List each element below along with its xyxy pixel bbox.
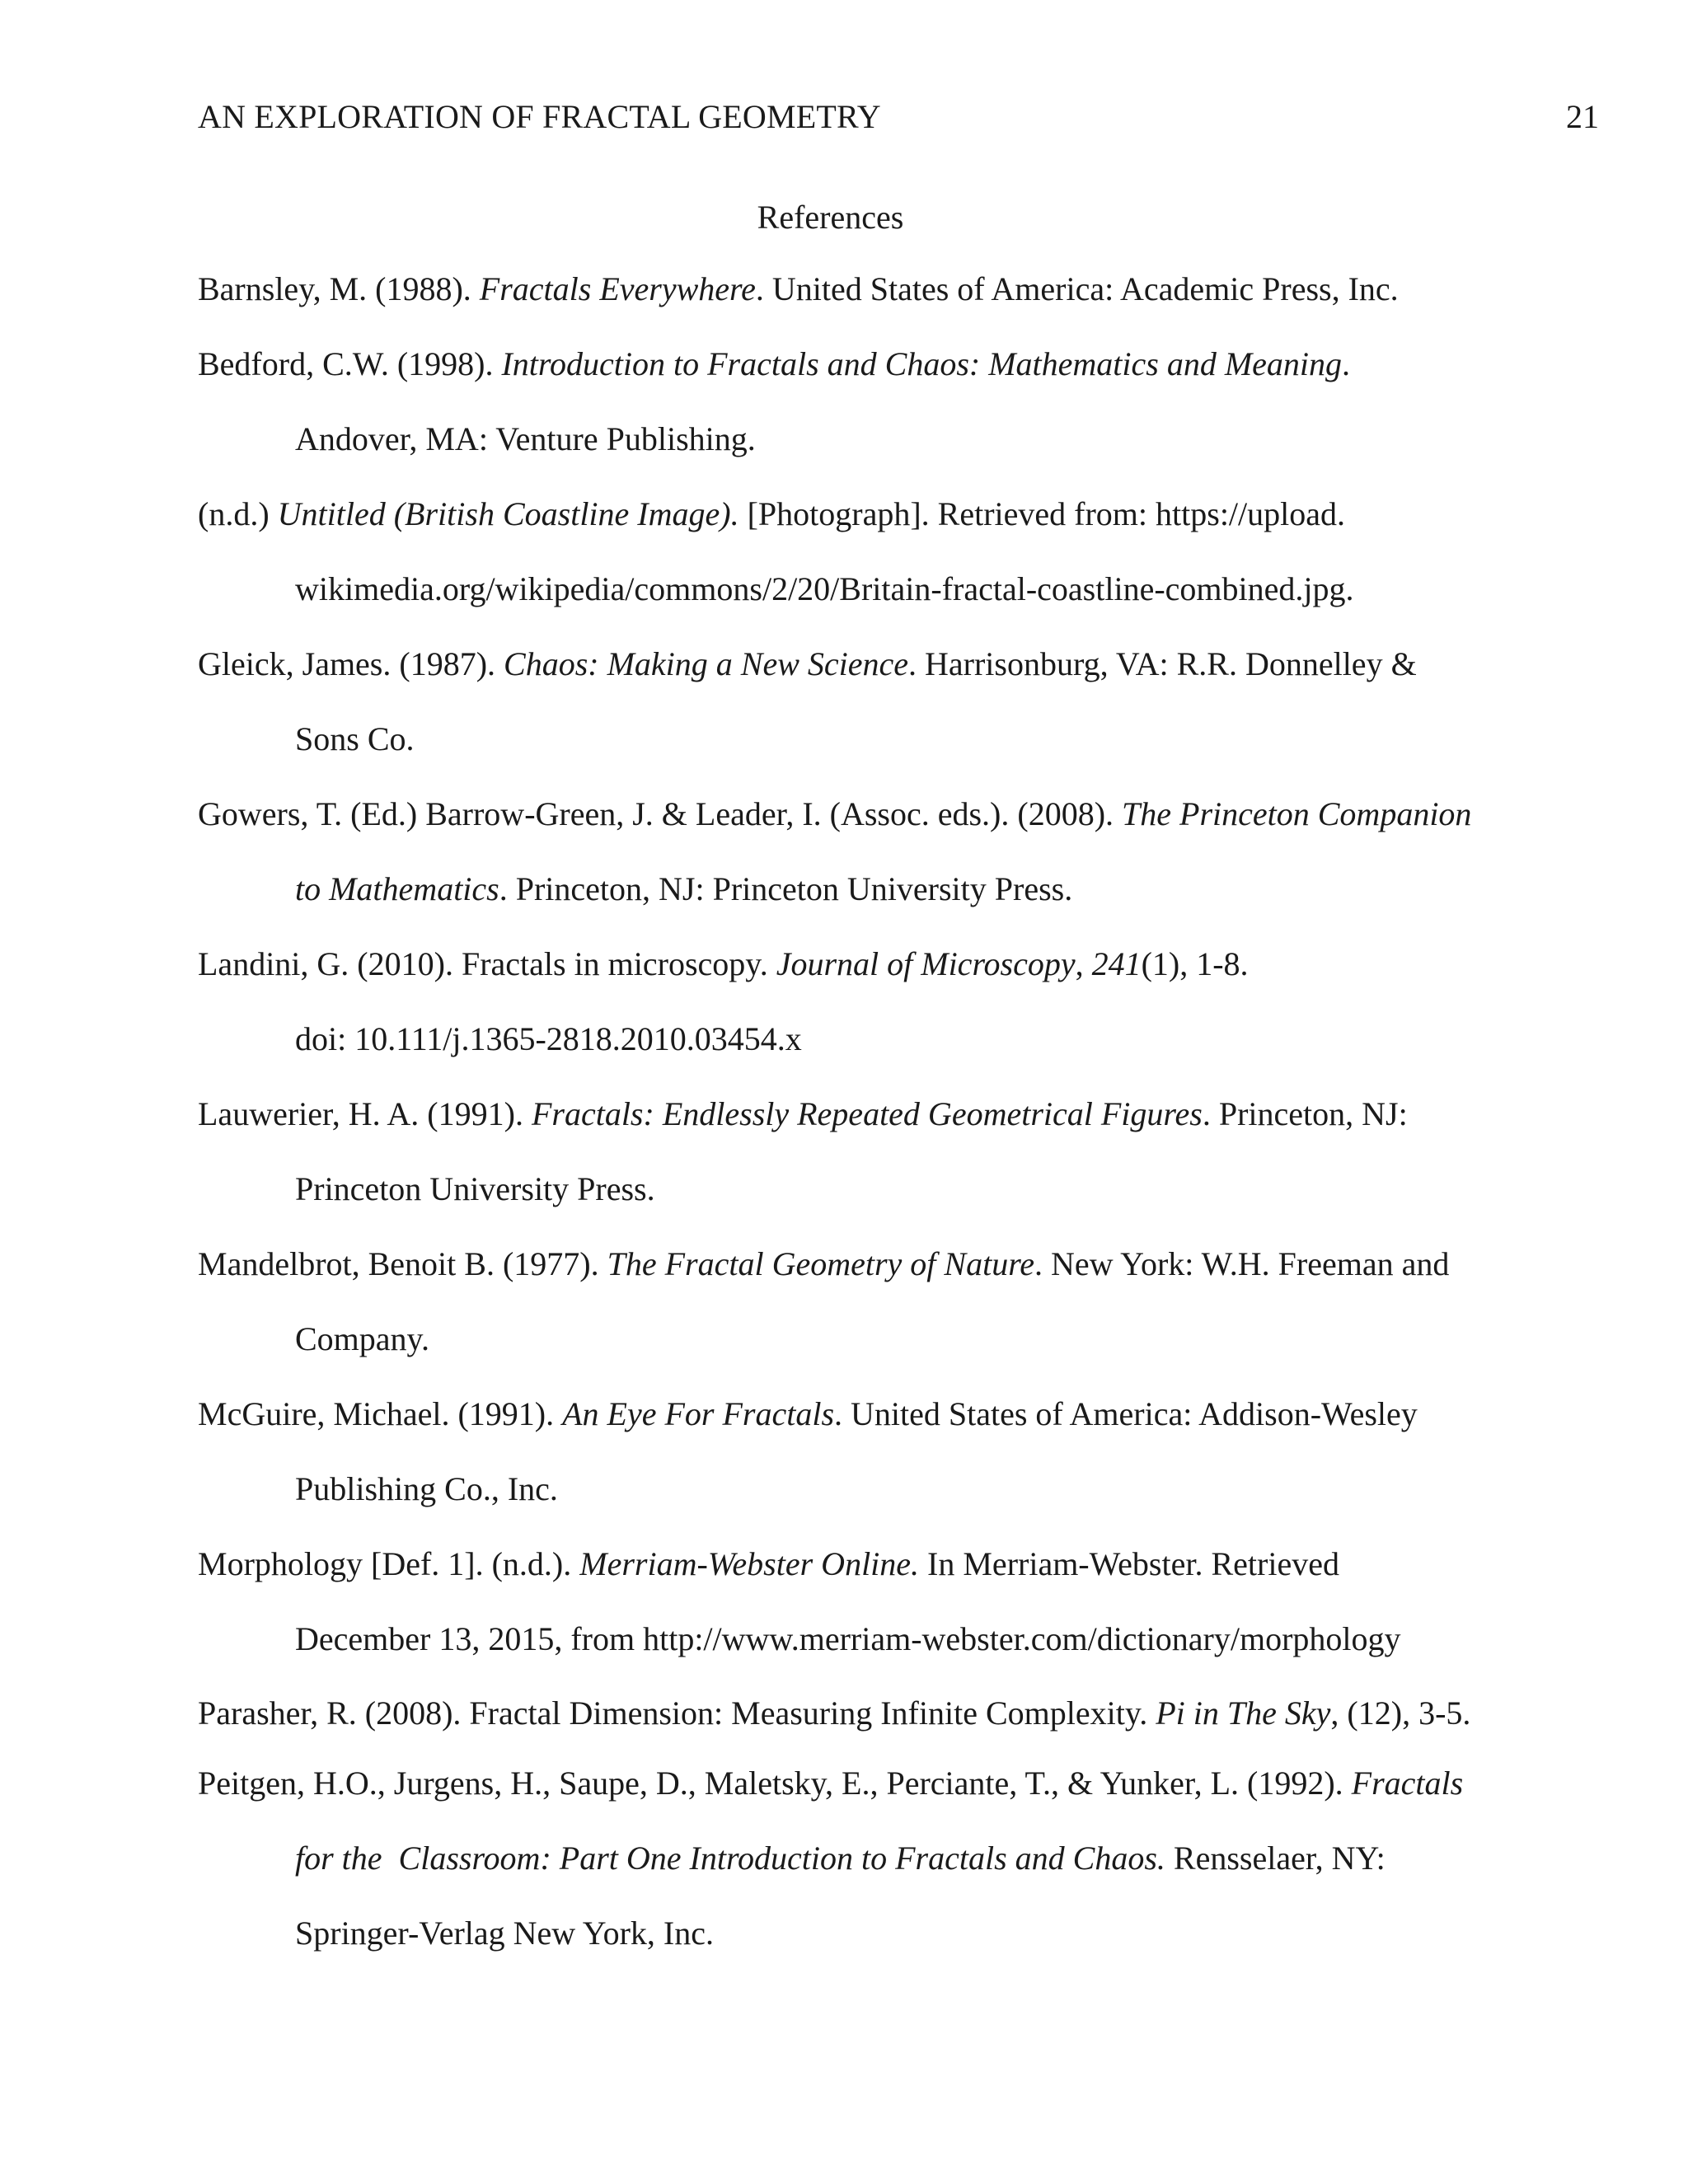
reference-peitgen: Peitgen, H.O., Jurgens, H., Saupe, D., Maletsky, E., Perciante, T., & Yunker, L. (1992). Fractals <box>198 1765 1464 1802</box>
page-number: 21 <box>1566 98 1599 135</box>
reference-parasher: Parasher, R. (2008). Fractal Dimension: Measuring Infinite Complexity. Pi in The Sky, (12), 3-5. <box>198 1694 1471 1732</box>
reference-mandelbrot: Mandelbrot, Benoit B. (1977). The Fractal Geometry of Nature. New York: W.H. Freeman and <box>198 1245 1450 1282</box>
reference-gowers-continued: to Mathematics. Princeton, NJ: Princeton University Press. <box>295 870 1073 907</box>
reference-coastline-image-continued: wikimedia.org/wikipedia/commons/2/20/Britain-fractal-coastline-combined.jpg. <box>295 570 1354 607</box>
running-head: AN EXPLORATION OF FRACTAL GEOMETRY <box>198 98 881 135</box>
reference-bedford: Bedford, C.W. (1998). Introduction to Fractals and Chaos: Mathematics and Meaning. <box>198 345 1351 382</box>
references-heading: References <box>757 199 904 236</box>
reference-peitgen-continued-2: Springer-Verlag New York, Inc. <box>295 1915 714 1952</box>
reference-landini: Landini, G. (2010). Fractals in microscopy. Journal of Microscopy, 241(1), 1-8. <box>198 945 1249 982</box>
reference-peitgen-continued: for the Classroom: Part One Introduction to Fractals and Chaos. Rensselaer, NY: <box>295 1840 1386 1877</box>
reference-gleick: Gleick, James. (1987). Chaos: Making a New Science. Harrisonburg, VA: R.R. Donnelley & <box>198 645 1417 682</box>
reference-gowers: Gowers, T. (Ed.) Barrow-Green, J. & Leader, I. (Assoc. eds.). (2008). The Princeton Companion <box>198 795 1472 832</box>
reference-bedford-continued: Andover, MA: Venture Publishing. <box>295 420 756 457</box>
reference-coastline-image: (n.d.) Untitled (British Coastline Image). [Photograph]. Retrieved from: https://upload. <box>198 495 1346 532</box>
reference-lauwerier: Lauwerier, H. A. (1991). Fractals: Endlessly Repeated Geometrical Figures. Princeton, NJ: <box>198 1095 1408 1132</box>
reference-mandelbrot-continued: Company. <box>295 1320 429 1357</box>
reference-mcguire-continued: Publishing Co., Inc. <box>295 1470 558 1507</box>
reference-morphology: Morphology [Def. 1]. (n.d.). Merriam-Webster Online. In Merriam-Webster. Retrieved <box>198 1545 1339 1582</box>
reference-gleick-continued: Sons Co. <box>295 720 415 757</box>
reference-lauwerier-continued: Princeton University Press. <box>295 1170 655 1207</box>
reference-landini-continued: doi: 10.111/j.1365-2818.2010.03454.x <box>295 1020 802 1057</box>
reference-barnsley: Barnsley, M. (1988). Fractals Everywhere. United States of America: Academic Press, Inc. <box>198 270 1399 307</box>
reference-morphology-continued: December 13, 2015, from http://www.merriam-webster.com/dictionary/morphology <box>295 1620 1401 1657</box>
reference-mcguire: McGuire, Michael. (1991). An Eye For Fractals. United States of America: Addison-Wesley <box>198 1395 1418 1432</box>
